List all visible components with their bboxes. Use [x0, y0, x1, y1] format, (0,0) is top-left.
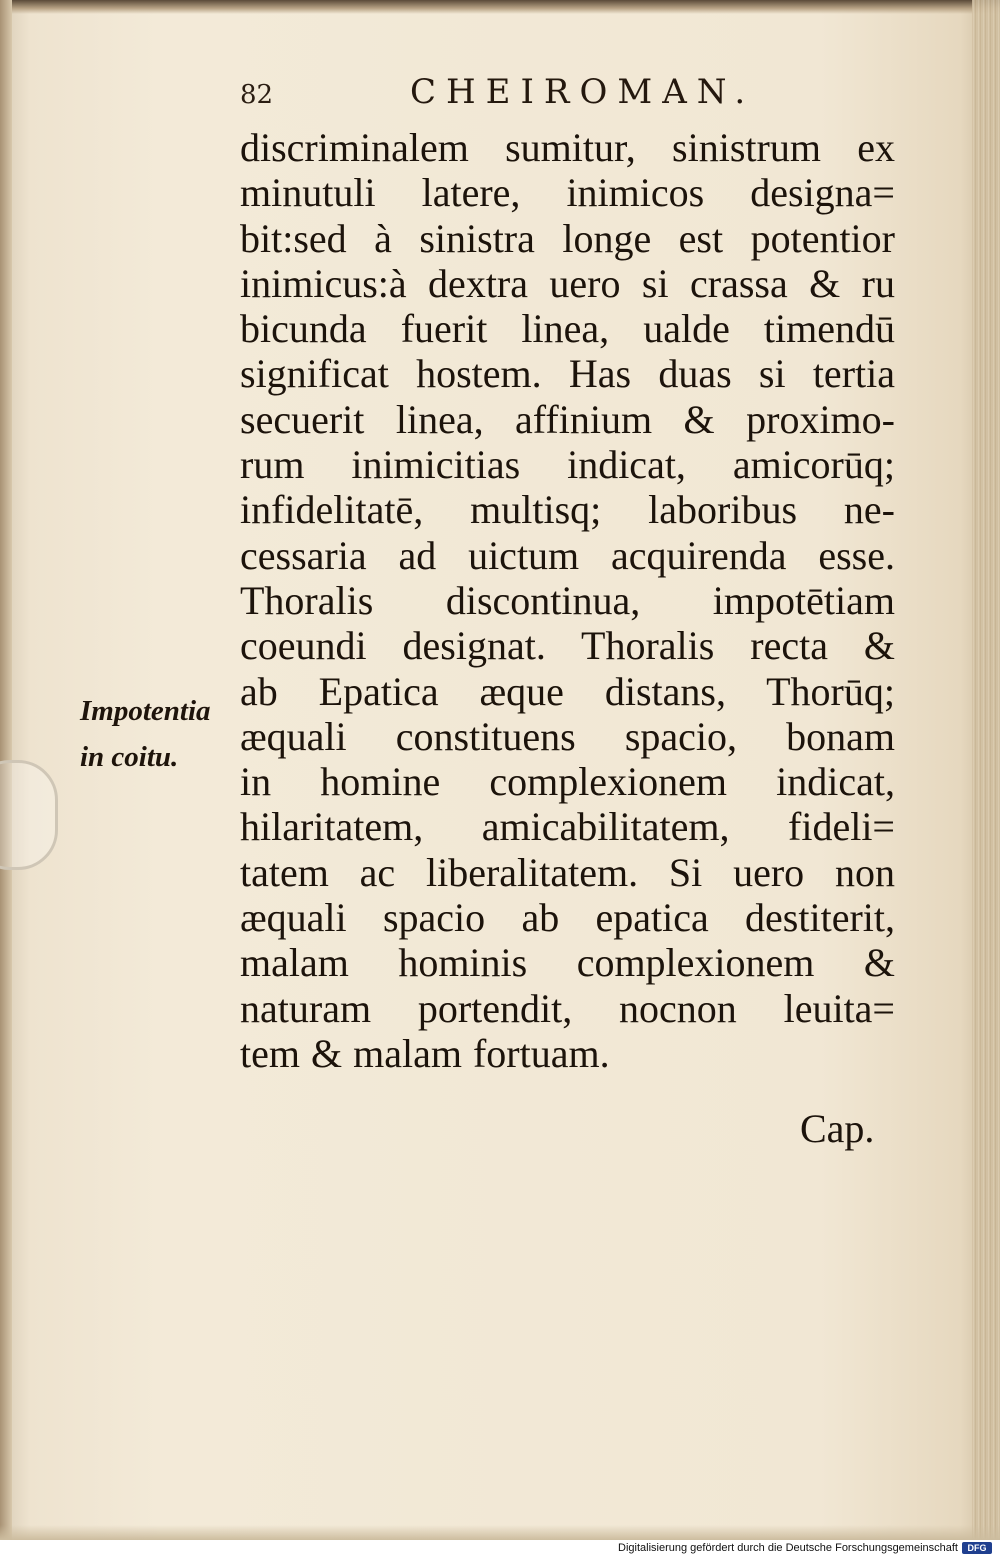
text-line: malam hominis complexionem &: [240, 940, 895, 986]
text-line: infidelitatē, multisq; laboribus ne-: [240, 487, 895, 533]
marginal-note-line: in coitu.: [80, 741, 179, 773]
text-line: hilaritatem, amicabilitatem, fideli=: [240, 804, 895, 850]
text-line: Thoralis discontinua, impotētiam: [240, 577, 895, 623]
binding-clasp-shape: [0, 760, 58, 870]
text-line: ab Epatica æque distans, Thorūq;: [240, 668, 895, 714]
dfg-logo: DFG: [962, 1542, 992, 1554]
page-top-edge: [0, 0, 1000, 14]
page-bottom-edge: [0, 1525, 1000, 1540]
text-line: tatem ac liberalitatem. Si uero non: [240, 849, 895, 895]
text-line: bit:sed à sinistra longe est potentior: [240, 215, 895, 261]
text-line: significat hostem. Has duas si tertia: [240, 351, 895, 397]
text-line: æquali spacio ab epatica destiterit,: [240, 895, 895, 941]
page-number: 82: [240, 80, 274, 110]
page-header: [235, 70, 895, 120]
funding-credit: Digitalisierung gefördert durch die Deutsche Forschungsgemeinschaft: [618, 1542, 958, 1554]
body-text-block: [240, 125, 895, 1076]
text-line: coeundi designat. Thoralis recta &: [240, 623, 895, 669]
digitization-footer: [0, 1540, 1000, 1557]
page-fore-edge: [972, 0, 1000, 1540]
text-line: bicunda fuerit linea, ualde timendū: [240, 306, 895, 352]
catchword: Cap.: [800, 1106, 875, 1151]
running-head: CHEIROMAN.: [410, 72, 756, 112]
text-line: in homine complexionem indicat,: [240, 759, 895, 805]
marginal-note-line: Impotentia: [80, 695, 211, 727]
text-line: secuerit linea, affinium & proximo-: [240, 396, 895, 442]
text-line: discriminalem sumitur, sinistrum ex: [240, 125, 895, 170]
text-line: æquali constituens spacio, bonam: [240, 713, 895, 759]
text-line: cessaria ad uictum acquirenda esse.: [240, 532, 895, 578]
marginal-note: [80, 688, 240, 780]
text-line: minutuli latere, inimicos designa=: [240, 170, 895, 216]
text-line: rum inimicitias indicat, amicorūq;: [240, 442, 895, 488]
text-line: naturam portendit, nocnon leuita=: [240, 985, 895, 1031]
text-line-last: tem & malam fortuam.: [240, 1030, 610, 1076]
text-line: inimicus:à dextra uero si crassa & ru: [240, 260, 895, 306]
